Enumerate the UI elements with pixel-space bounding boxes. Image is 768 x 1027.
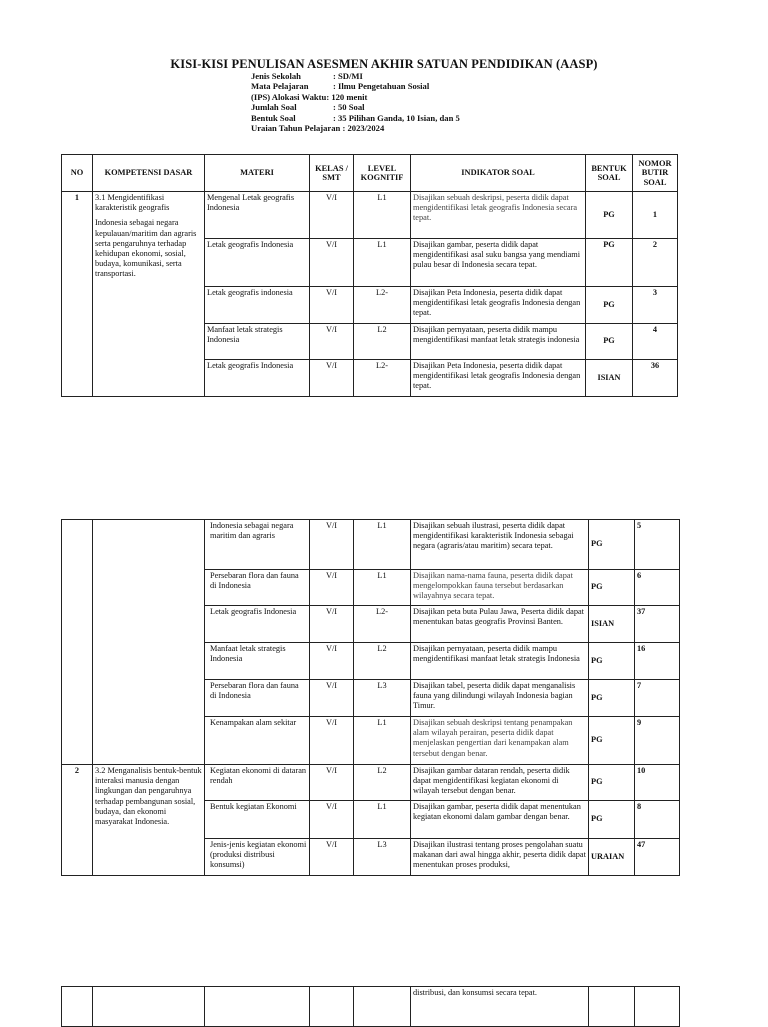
header-indikator: INDIKATOR SOAL: [411, 155, 586, 192]
indikator-cell: Disajikan gambar, peserta didik dapat mengidentifikasi asal suku bangsa yang mendiami pulau besar di Indonesia secara tepat.: [411, 239, 586, 287]
level-cell: [354, 987, 411, 1027]
bentuk-cell: ISIAN: [586, 360, 633, 397]
bentuk-cell: PG: [589, 717, 635, 765]
kelas-cell: V/I: [310, 287, 354, 324]
bentuk-cell: PG: [589, 765, 635, 801]
table-row: [62, 520, 680, 570]
table-row: [62, 192, 678, 239]
level-cell: L3: [354, 839, 411, 876]
materi-cell: Kenampakan alam sekitar: [205, 717, 310, 765]
table-header-row: [62, 155, 678, 192]
header-kelas: KELAS / SMT: [310, 155, 354, 192]
kelas-cell: V/I: [310, 839, 354, 876]
level-cell: L1: [354, 801, 411, 839]
level-cell: L2-: [354, 606, 411, 643]
materi-cell: Letak geografis Indonesia: [205, 239, 310, 287]
header-materi: MATERI: [205, 155, 310, 192]
bentuk-cell: PG: [589, 801, 635, 839]
level-cell: L1: [354, 717, 411, 765]
bentuk-cell: PG: [586, 192, 633, 239]
materi-cell: Persebaran flora dan fauna di Indonesia: [205, 680, 310, 717]
materi-cell: Letak geografis Indonesia: [205, 360, 310, 397]
kelas-cell: V/I: [310, 192, 354, 239]
bentuk-cell: PG: [586, 324, 633, 360]
materi-cell: [205, 987, 310, 1027]
nomor-cell: [635, 987, 680, 1027]
indikator-cell: Disajikan Peta Indonesia, peserta didik dapat mengidentifikasi letak geografis Indonesia dengan tepat.: [411, 360, 586, 397]
level-cell: L2: [354, 643, 411, 680]
indikator-cell: Disajikan tabel, peserta didik dapat menganalisis fauna yang dilindungi wilayah Indonesia bagian Timur.: [411, 680, 589, 717]
kelas-cell: V/I: [310, 680, 354, 717]
header-level: LEVEL KOGNITIF: [354, 155, 411, 192]
nomor-cell: 36: [633, 360, 678, 397]
indikator-cell: Disajikan Peta Indonesia, peserta didik dapat mengidentifikasi letak geografis Indonesia dengan tepat.: [411, 287, 586, 324]
row-no: [62, 520, 93, 765]
level-cell: L1: [354, 192, 411, 239]
kelas-cell: V/I: [310, 801, 354, 839]
level-cell: L1: [354, 570, 411, 606]
materi-cell: Manfaat letak strategis Indonesia: [205, 324, 310, 360]
kelas-cell: V/I: [310, 239, 354, 287]
meta-row: Uraian Tahun Pelajaran : 2023/2024: [251, 123, 385, 134]
materi-cell: Indonesia sebagai negara maritim dan agraris: [205, 520, 310, 570]
kd-body: Indonesia sebagai negara kepulauan/maritim dan agraris serta pengaruhnya terhadap kehidupan ekonomi, sosial, budaya, komunikasi, serta transportasi.: [95, 218, 197, 279]
header-no: NO: [62, 155, 93, 192]
nomor-cell: 37: [635, 606, 680, 643]
materi-cell: Jenis-jenis kegiatan ekonomi (produksi distribusi konsumsi): [205, 839, 310, 876]
table-row: [62, 765, 680, 801]
indikator-cell: Disajikan nama-nama fauna, peserta didik dapat mengelompokkan fauna tersebut berdasarkan wilayahnya secara tepat.: [411, 570, 589, 606]
level-cell: L2: [354, 765, 411, 801]
nomor-cell: 1: [633, 192, 678, 239]
nomor-cell: 2: [633, 239, 678, 287]
materi-cell: Persebaran flora dan fauna di Indonesia: [205, 570, 310, 606]
meta-row: Mata Pelajaran : Ilmu Pengetahuan Sosial: [251, 81, 430, 92]
materi-cell: Letak geografis indonesia: [205, 287, 310, 324]
materi-cell: Manfaat letak strategis Indonesia: [205, 643, 310, 680]
level-cell: L1: [354, 520, 411, 570]
kelas-cell: V/I: [310, 324, 354, 360]
level-cell: L2: [354, 324, 411, 360]
bentuk-cell: URAIAN: [589, 839, 635, 876]
indikator-cell: Disajikan sebuah deskripsi, peserta didik dapat mengidentifikasi letak geografis Indonesia secara tepat.: [411, 192, 586, 239]
bentuk-cell: PG: [586, 287, 633, 324]
nomor-cell: 9: [635, 717, 680, 765]
row-no: [62, 987, 93, 1027]
bentuk-cell: PG: [589, 570, 635, 606]
meta-row: Jumlah Soal : 50 Soal: [251, 102, 365, 113]
nomor-cell: 47: [635, 839, 680, 876]
document-meta: [251, 71, 460, 133]
kelas-cell: V/I: [310, 570, 354, 606]
indikator-cell: Disajikan sebuah deskripsi tentang penampakan alam wilayah perairan, peserta didik dapat menjelaskan pengertian dari kenampakan alam tersebut dengan benar.: [411, 717, 589, 765]
level-cell: L2-: [354, 360, 411, 397]
header-kd: KOMPETENSI DASAR: [93, 155, 205, 192]
indikator-cell: Disajikan pernyataan, peserta didik mampu mengidentifikasi manfaat letak strategis indonesia: [411, 324, 586, 360]
meta-row: Jenis Sekolah : SD/MI: [251, 71, 363, 81]
kompetensi-dasar-cell: [93, 987, 205, 1027]
kelas-cell: V/I: [310, 360, 354, 397]
level-cell: L3: [354, 680, 411, 717]
bentuk-cell: PG: [589, 680, 635, 717]
indikator-cell: Disajikan ilustrasi tentang proses pengolahan suatu makanan dari awal hingga akhir, peserta didik dapat menentukan proses produksi,: [411, 839, 589, 876]
nomor-cell: 4: [633, 324, 678, 360]
kelas-cell: [310, 987, 354, 1027]
nomor-cell: 5: [635, 520, 680, 570]
bentuk-cell: PG: [589, 643, 635, 680]
meta-row: Bentuk Soal : 35 Pilihan Ganda, 10 Isian, dan 5: [251, 112, 460, 123]
materi-cell: Bentuk kegiatan Ekonomi: [205, 801, 310, 839]
kisi-kisi-table-page3: [61, 986, 680, 1027]
kompetensi-dasar-cell: [93, 520, 205, 765]
indikator-cell: Disajikan pernyataan, peserta didik mampu mengidentifikasi manfaat letak strategis Indonesia: [411, 643, 589, 680]
kompetensi-dasar-cell: 3.2 Menganalisis bentuk-bentuk interaksi manusia dengan lingkungan dan pengaruhnya terhadap pembangunan sosial, budaya, dan ekonomi masyarakat Indonesia.: [93, 765, 205, 876]
bentuk-cell: PG: [586, 239, 633, 287]
indikator-cell: Disajikan gambar dataran rendah, peserta didik dapat mengidentifikasi kegiatan ekonomi di wilayah tersebut dengan benar.: [411, 765, 589, 801]
nomor-cell: 10: [635, 765, 680, 801]
bentuk-cell: [589, 987, 635, 1027]
header-nomor: NOMOR BUTIR SOAL: [633, 155, 678, 192]
meta-row: (IPS) Alokasi Waktu: 120 menit: [251, 91, 368, 102]
kelas-cell: V/I: [310, 606, 354, 643]
materi-cell: Letak geografis Indonesia: [205, 606, 310, 643]
nomor-cell: 3: [633, 287, 678, 324]
nomor-cell: 7: [635, 680, 680, 717]
indikator-cell: distribusi, dan konsumsi secara tepat.: [411, 987, 589, 1027]
kelas-cell: V/I: [310, 765, 354, 801]
level-cell: L1: [354, 239, 411, 287]
row-no: 2: [62, 765, 93, 876]
bentuk-cell: ISIAN: [589, 606, 635, 643]
document-title: KISI-KISI PENULISAN ASESMEN AKHIR SATUAN PENDIDIKAN (AASP): [170, 57, 598, 71]
materi-cell: Kegiatan ekonomi di dataran rendah: [205, 765, 310, 801]
nomor-cell: 16: [635, 643, 680, 680]
nomor-cell: 8: [635, 801, 680, 839]
kisi-kisi-table-page2: [61, 519, 680, 876]
table-row: [62, 987, 680, 1027]
indikator-cell: Disajikan gambar, peserta didik dapat menentukan kegiatan ekonomi dalam gambar dengan benar.: [411, 801, 589, 839]
kd-title: 3.1 Mengidentifikasi karakteristik geografis: [95, 193, 170, 213]
kelas-cell: V/I: [310, 520, 354, 570]
row-no: 1: [62, 192, 93, 397]
header-bentuk: BENTUK SOAL: [586, 155, 633, 192]
kompetensi-dasar-cell: [93, 192, 205, 397]
kisi-kisi-table-page1: [61, 154, 678, 397]
materi-cell: Mengenal Letak geografis Indonesia: [205, 192, 310, 239]
nomor-cell: 6: [635, 570, 680, 606]
kelas-cell: V/I: [310, 717, 354, 765]
indikator-cell: Disajikan peta buta Pulau Jawa, Peserta didik dapat menentukan batas geografis Provinsi Banten.: [411, 606, 589, 643]
bentuk-cell: PG: [589, 520, 635, 570]
indikator-cell: Disajikan sebuah ilustrasi, peserta didik dapat mengidentifikasi karakteristik Indonesia sebagai negara (agraris/atau maritim) secara tepat.: [411, 520, 589, 570]
kelas-cell: V/I: [310, 643, 354, 680]
level-cell: L2-: [354, 287, 411, 324]
